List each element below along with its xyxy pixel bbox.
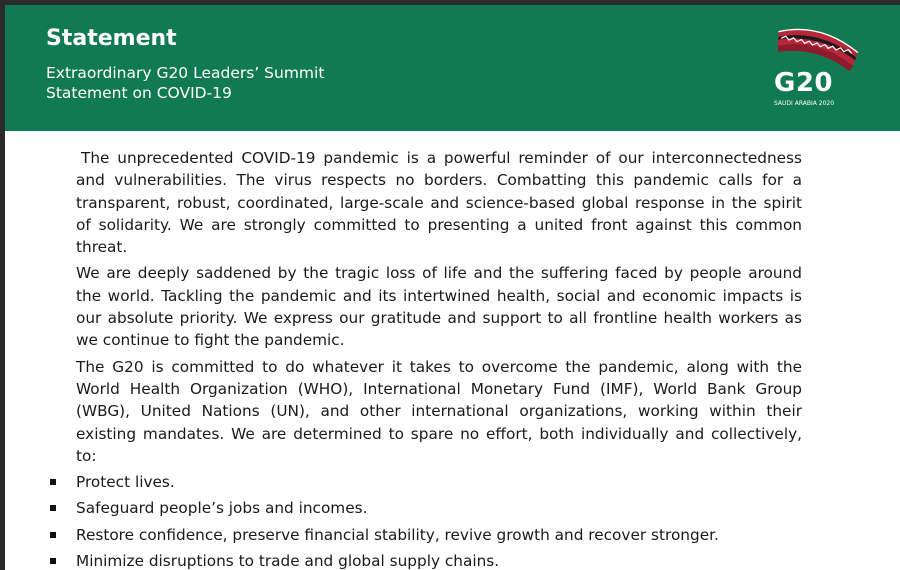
- square-bullet-icon: [50, 558, 56, 564]
- list-item-text: Minimize disruptions to trade and global supply chains.: [76, 552, 500, 570]
- list-item: [76, 550, 802, 570]
- logo-g20-text: G20: [774, 68, 834, 98]
- square-bullet-icon: [50, 505, 56, 511]
- subtitle-statement: Statement on COVID-19: [46, 84, 232, 102]
- paragraph-loss: We are deeply saddened by the tragic loss of life and the suffering faced by people around the world. Tackling the pandemic and its intertwined health, social and economic impacts is our absolute priority. We express our gratitude and support to all frontline health workers as we continue to fight the pandemic.: [76, 264, 802, 350]
- subtitle-summit: Extraordinary G20 Leaders’ Summit: [46, 64, 325, 82]
- logo-saudi-text: SAUDI ARABIA 2020: [774, 100, 835, 107]
- statement-body: [76, 147, 802, 570]
- paragraph-commitment: The G20 is committed to do whatever it takes to overcome the pandemic, along with the World Health Organization (WHO), International Monetary Fund (IMF), World Bank Group (WBG), United Nations (UN), and other international organizations, working within their existing mandates. We are determined to spare no effort, both individually and collectively, to:: [76, 357, 802, 465]
- square-bullet-icon: [50, 532, 56, 538]
- list-item-text: Restore confidence, preserve financial stability, revive growth and recover stronger.: [76, 525, 719, 544]
- header-banner: [5, 5, 900, 131]
- list-item-text: Protect lives.: [76, 473, 175, 492]
- list-item: [76, 471, 802, 493]
- list-item-text: Safeguard people’s jobs and incomes.: [76, 499, 368, 518]
- square-bullet-icon: [50, 479, 56, 485]
- commitments-list: [76, 471, 802, 570]
- paragraph-intro: The unprecedented COVID-19 pandemic is a powerful reminder of our interconnectedness and vulnerabilities. The virus respects no borders. Combatting this pandemic calls for a transparent, robust, coordinated, large-scale and science-based global response in the spirit of solidarity. We are strongly committed to presenting a united front against this common threat.: [76, 149, 802, 257]
- g20-logo: [770, 26, 865, 116]
- list-item: [76, 524, 802, 546]
- document-page: [5, 5, 900, 570]
- page-title: Statement: [46, 26, 177, 51]
- list-item: [76, 497, 802, 519]
